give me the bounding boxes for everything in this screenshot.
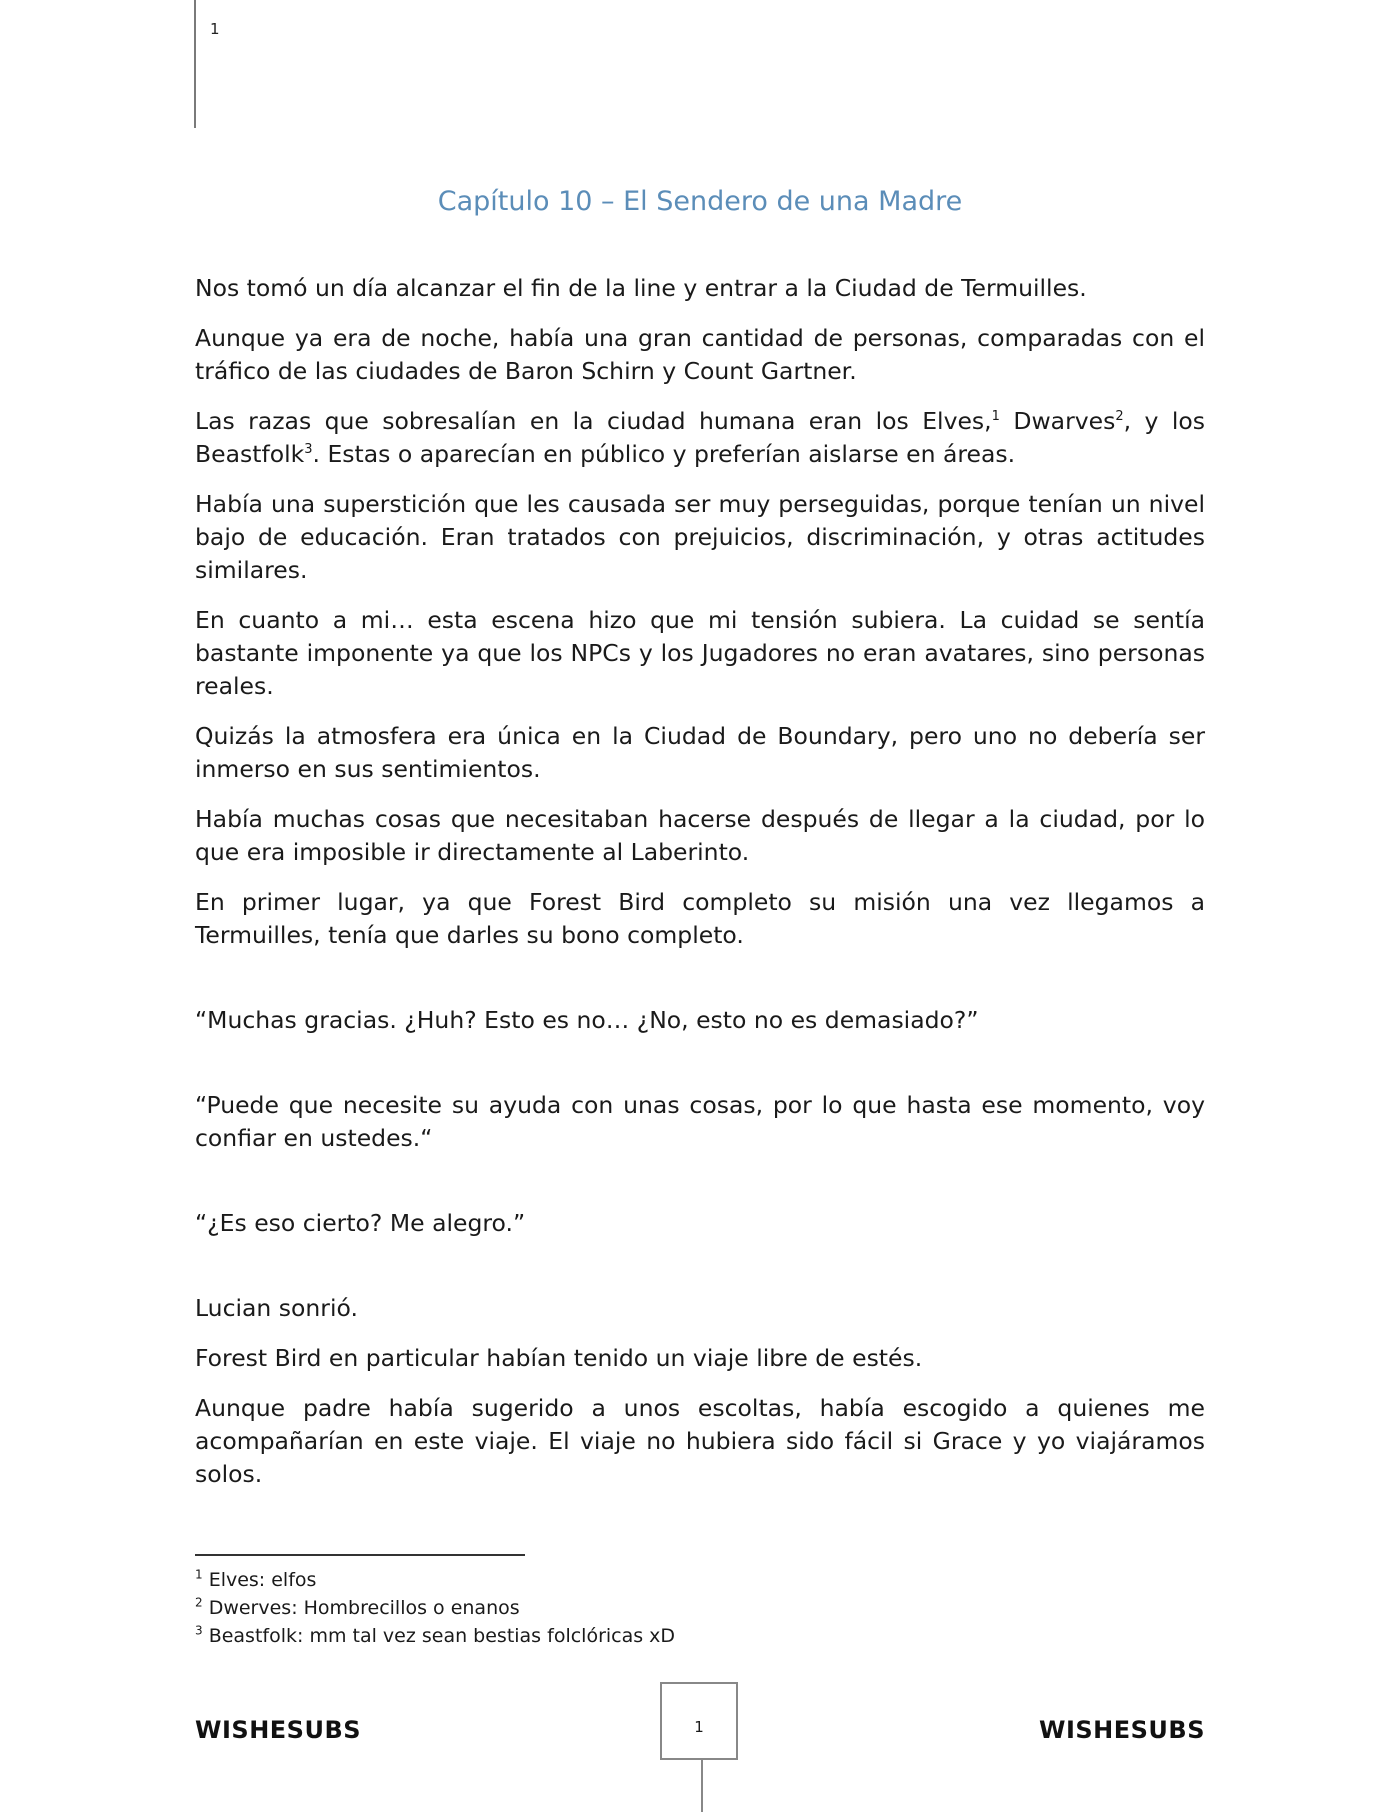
paragraph: Aunque padre había sugerido a unos escoltas, había escogido a quienes me acompañarían en este viaje. El viaje no hubiera sido fácil si Grace y yo viajáramos solos. xyxy=(195,1394,1205,1488)
header-page-number: 1 xyxy=(210,20,220,38)
document-body xyxy=(195,272,1205,1508)
footnote-item: $^1$ Elves: elfos xyxy=(195,1567,317,1591)
footnote-ref[interactable]: 2 xyxy=(1115,409,1124,425)
footnotes xyxy=(195,1566,675,1650)
dialogue-line: “¿Es eso cierto? Me alegro.” xyxy=(195,1209,526,1237)
footer-page-line xyxy=(701,1760,703,1812)
paragraph-text: Dwarves xyxy=(999,407,1116,435)
footer-page-number-box xyxy=(660,1682,738,1760)
paragraph: Nos tomó un día alcanzar el fin de la line y entrar a la Ciudad de Termuilles. xyxy=(195,274,1087,302)
paragraph-with-footnotes xyxy=(195,405,1205,471)
chapter-title: Capítulo 10 – El Sendero de una Madre xyxy=(437,186,963,217)
paragraph: Forest Bird en particular habían tenido un viaje libre de estés. xyxy=(195,1344,923,1372)
paragraph: Aunque ya era de noche, había una gran cantidad de personas, comparadas con el tráfico de las ciudades de Baron Schirn y Count Gartner. xyxy=(195,324,1205,385)
footnote-item: $^3$ Beastfolk: mm tal vez sean bestias folclóricas xD xyxy=(195,1623,676,1647)
paragraph: Quizás la atmosfera era única en la Ciudad de Boundary, pero uno no debería ser inmerso en sus sentimientos. xyxy=(195,722,1205,783)
footer-brand-left: WISHESUBS xyxy=(195,1716,362,1744)
dialogue-line: “Muchas gracias. ¿Huh? Esto es no… ¿No, esto no es demasiado?” xyxy=(195,1006,979,1034)
footnote-item: $^2$ Dwerves: Hombrecillos o enanos xyxy=(195,1595,520,1619)
footnote-ref[interactable]: 3 xyxy=(304,442,313,458)
paragraph: En primer lugar, ya que Forest Bird completo su misión una vez llegamos a Termuilles, tenía que darles su bono completo. xyxy=(195,888,1205,949)
dialogue-line: “Puede que necesite su ayuda con unas cosas, por lo que hasta ese momento, voy confiar en ustedes.“ xyxy=(195,1091,1205,1152)
footnote-ref[interactable]: 1 xyxy=(991,409,1000,425)
footer-page-number: 1 xyxy=(694,1718,704,1736)
paragraph-text: . Estas o aparecían en público y preferían aislarse en áreas. xyxy=(312,440,1016,468)
paragraph: Había una superstición que les causada ser muy perseguidas, porque tenían un nivel bajo de educación. Eran tratados con prejuicios, discriminación, y otras actitudes similares. xyxy=(195,490,1205,584)
paragraph: Lucian sonrió. xyxy=(195,1294,358,1322)
footer-brand-right: WISHESUBS xyxy=(1038,1716,1205,1744)
paragraph-text: , y los Beastfolk xyxy=(195,407,1206,468)
paragraph: En cuanto a mi… esta escena hizo que mi tensión subiera. La cuidad se sentía bastante imponente ya que los NPCs y los Jugadores no eran avatares, sino personas reales. xyxy=(195,606,1205,700)
footnote-separator xyxy=(195,1554,525,1556)
paragraph-text: Las razas que sobresalían en la ciudad humana eran los Elves, xyxy=(195,407,992,435)
header-margin-line xyxy=(194,0,196,128)
paragraph: Había muchas cosas que necesitaban hacerse después de llegar a la ciudad, por lo que era imposible ir directamente al Laberinto. xyxy=(195,805,1205,866)
